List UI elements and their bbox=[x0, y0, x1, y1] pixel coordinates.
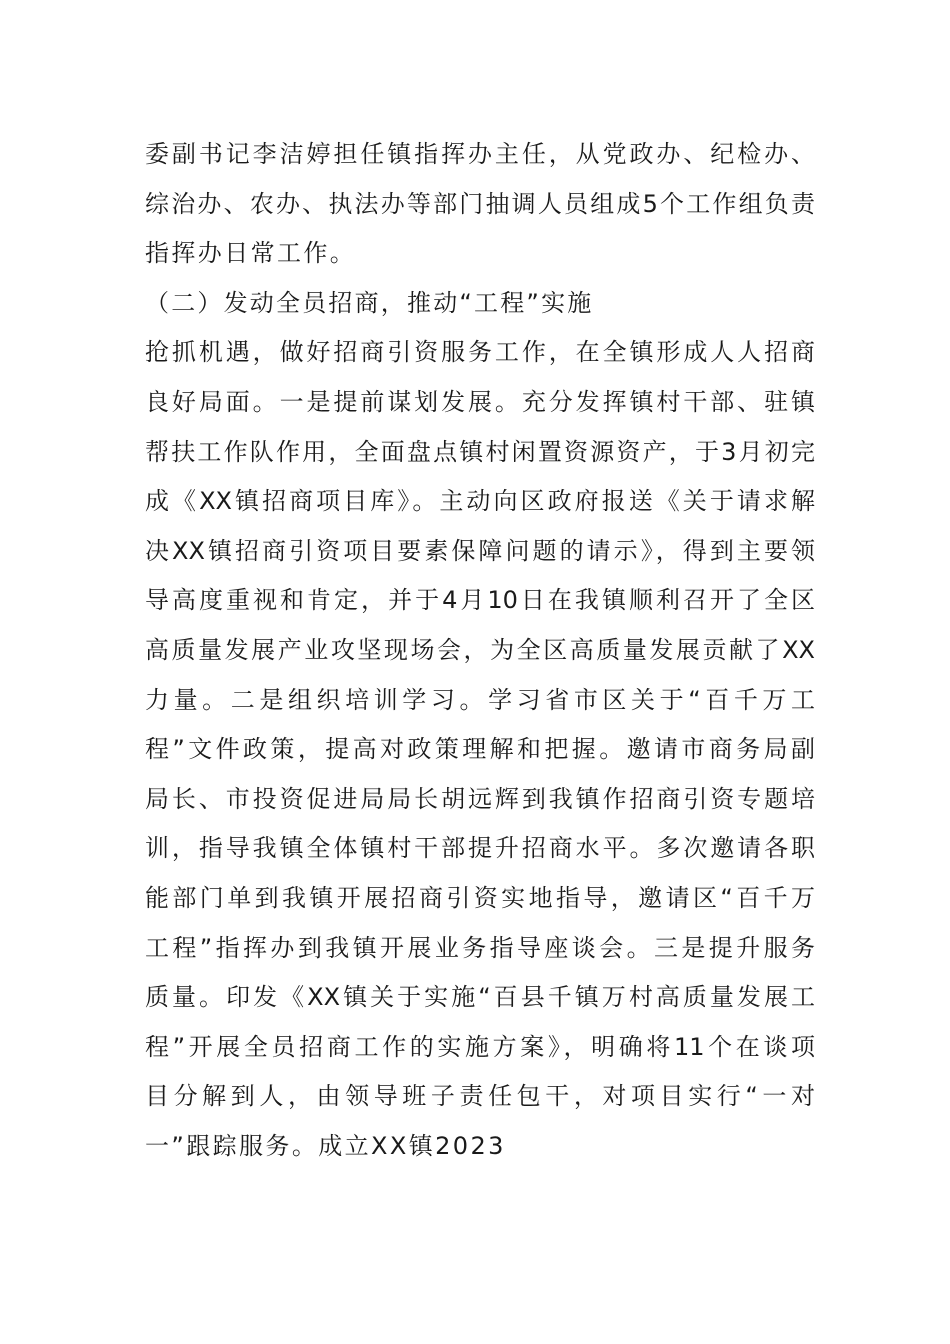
body-line: 委副书记李洁婷担任镇指挥办主任，从党政办、纪检办、 bbox=[145, 140, 815, 168]
body-line: 良好局面。一是提前谋划发展。充分发挥镇村干部、驻镇 bbox=[145, 387, 815, 416]
body-line: 抢抓机遇，做好招商引资服务工作，在全镇形成人人招商 bbox=[145, 338, 815, 367]
body-line: 工程”指挥办到我镇开展业务指导座谈会。三是提升服务 bbox=[145, 933, 815, 962]
body-line: 目分解到人，由领导班子责任包干，对项目实行“一对 bbox=[145, 1082, 815, 1111]
body-line: 综治办、农办、执法办等部门抽调人员组成5个工作组负责 bbox=[145, 189, 815, 218]
body-line: 一”跟踪服务。成立XX镇2023 bbox=[145, 1131, 506, 1160]
section-heading: （二）发动全员招商，推动“工程”实施 bbox=[145, 288, 594, 317]
body-line: 成《XX镇招商项目库》。主动向区政府报送《关于请求解 bbox=[145, 487, 815, 516]
body-line: 程”文件政策，提高对政策理解和把握。邀请市商务局副 bbox=[145, 735, 815, 764]
body-line: 决XX镇招商引资项目要素保障问题的请示》，得到主要领 bbox=[145, 536, 815, 565]
body-line: 局长、市投资促进局局长胡远辉到我镇作招商引资专题培 bbox=[145, 784, 815, 813]
body-line: 程”开展全员招商工作的实施方案》，明确将11个在谈项 bbox=[145, 1032, 815, 1061]
body-line: 质量。印发《XX镇关于实施“百县千镇万村高质量发展工 bbox=[145, 983, 815, 1012]
body-line: 高质量发展产业攻坚现场会，为全区高质量发展贡献了XX bbox=[145, 635, 815, 664]
body-line: 导高度重视和肯定，并于4月10日在我镇顺利召开了全区 bbox=[145, 586, 815, 615]
body-line: 指挥办日常工作。 bbox=[145, 239, 357, 268]
body-line: 帮扶工作队作用，全面盘点镇村闲置资源资产，于3月初完 bbox=[145, 437, 815, 466]
body-line: 能部门单到我镇开展招商引资实地指导，邀请区“百千万 bbox=[145, 883, 815, 912]
body-line: 力量。二是组织培训学习。学习省市区关于“百千万工 bbox=[145, 685, 815, 714]
body-line: 训，指导我镇全体镇村干部提升招商水平。多次邀请各职 bbox=[145, 834, 815, 863]
document-body bbox=[145, 130, 815, 1171]
